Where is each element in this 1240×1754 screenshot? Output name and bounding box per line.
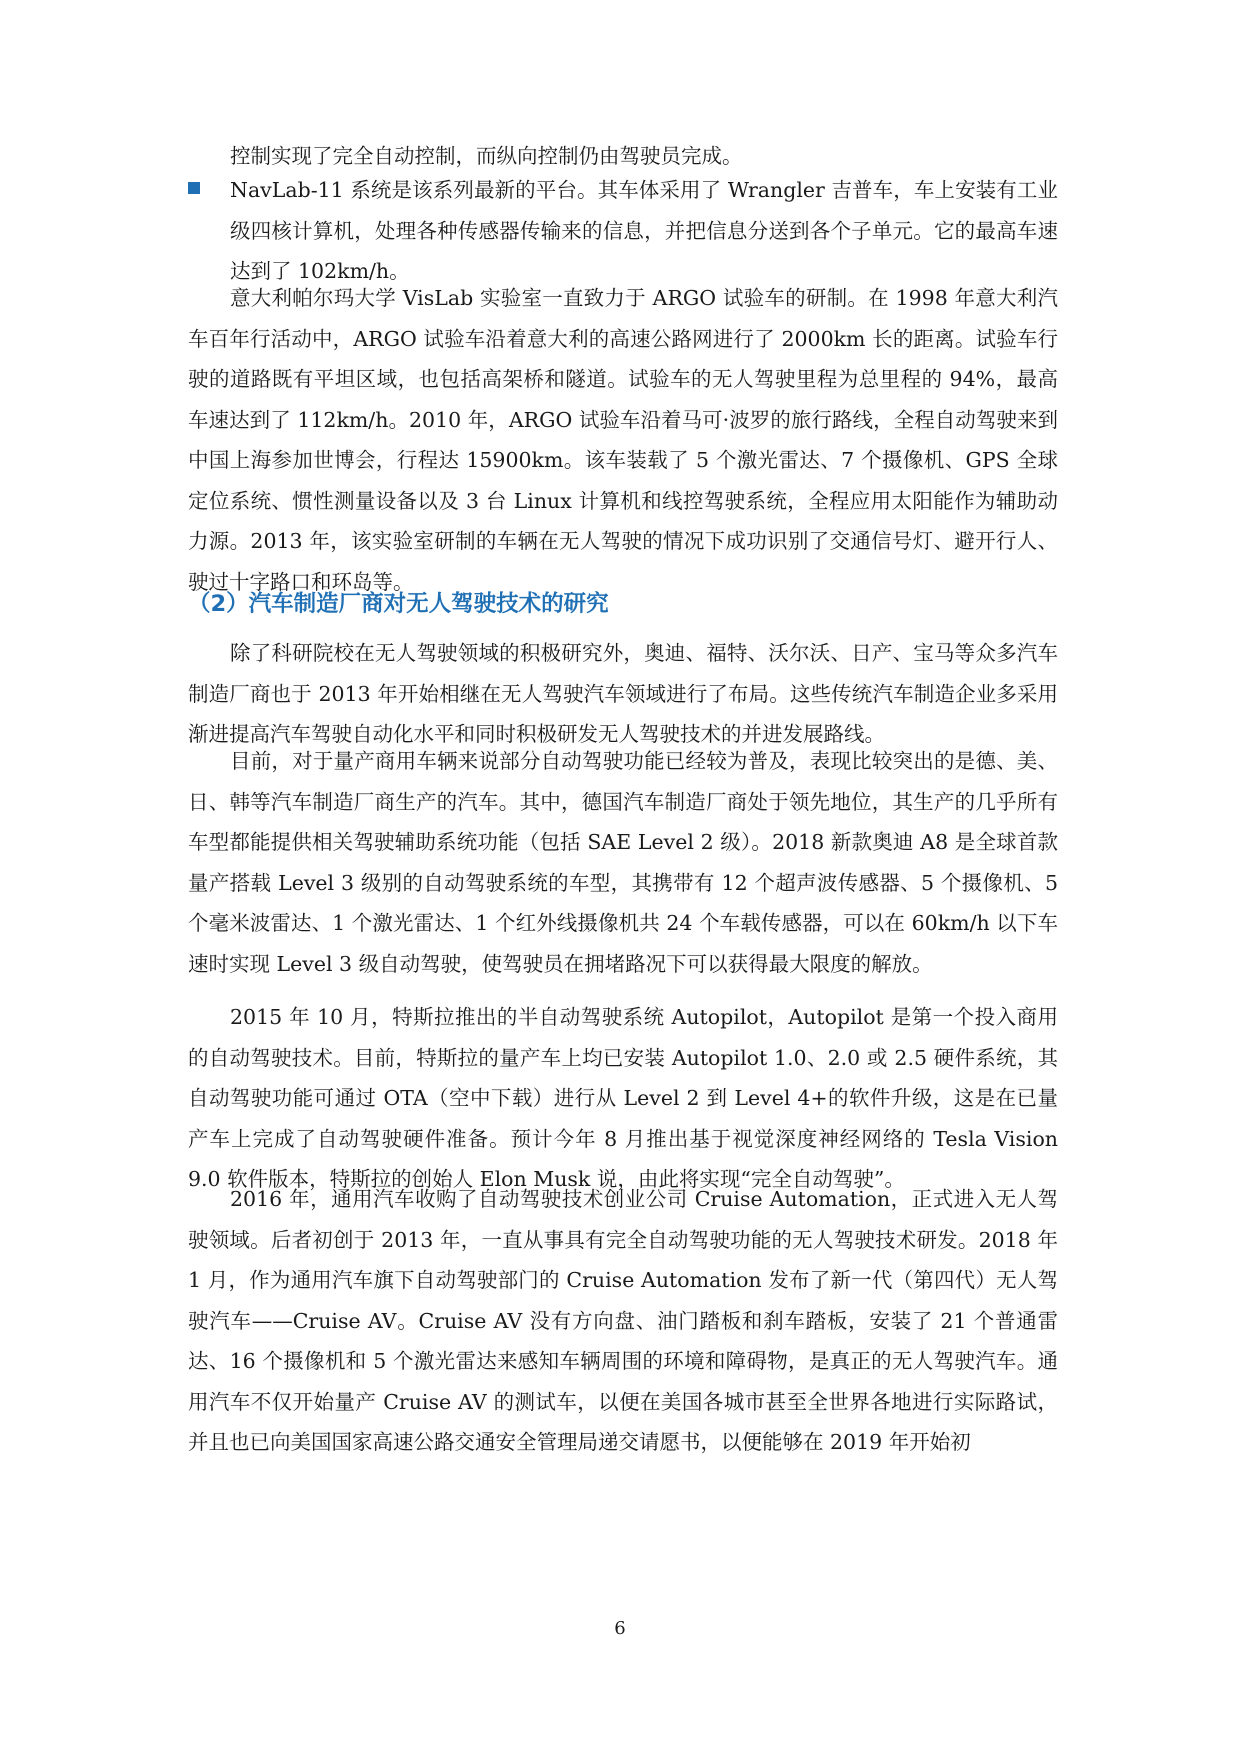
square-bullet-icon <box>188 182 200 194</box>
section-heading: （2）汽车制造厂商对无人驾驶技术的研究 <box>188 591 609 617</box>
page-number: 6 <box>614 1618 626 1639</box>
paragraph-continued: 控制实现了完全自动控制，而纵向控制仍由驾驶员完成。 <box>230 144 743 168</box>
paragraph-manufacturers: 除了科研院校在无人驾驶领域的积极研究外，奥迪、福特、沃尔沃、日产、宝马等众多汽车制造厂商也于 2013 年开始相继在无人驾驶汽车领域进行了布局。这些传统汽车制造企业多采用渐进提高汽车驾驶自动化水平和同时积极研发无人驾驶技术的并进发展路线。 <box>188 641 1058 746</box>
paragraph-current-status: 目前，对于量产商用车辆来说部分自动驾驶功能已经较为普及，表现比较突出的是德、美、日、韩等汽车制造厂商生产的汽车。其中，德国汽车制造厂商处于领先地位，其生产的几乎所有车型都能提供相关驾驶辅助系统功能（包括 SAE Level 2 级）。2018 新款奥迪 A8 是全球首款量产搭载 Level 3 级别的自动驾驶系统的车型，其携带有 12 个超声波传感器、5 个摄像机、5 个毫米波雷达、1 个激光雷达、1 个红外线摄像机共 24 个车载传感器，可以在 60km/h 以下车速时实现 Level 3 级自动驾驶，使驾驶员在拥堵路况下可以获得最大限度的解放。 <box>188 749 1058 976</box>
paragraph-gm-cruise: 2016 年，通用汽车收购了自动驾驶技术创业公司 Cruise Automation，正式进入无人驾驶领域。后者初创于 2013 年，一直从事具有完全自动驾驶功能的无人驾驶技术研发。2018 年 1 月，作为通用汽车旗下自动驾驶部门的 Cruise Automation 发布了新一代（第四代）无人驾驶汽车——Cruise AV。Cruise AV 没有方向盘、油门踏板和刹车踏板，安装了 21 个普通雷达、16 个摄像机和 5 个激光雷达来感知车辆周围的环境和障碍物，是真正的无人驾驶汽车。通用汽车不仅开始量产 Cruise AV 的测试车，以便在美国各城市甚至全世界各地进行实际路试，并且也已向美国国家高速公路交通安全管理局递交请愿书，以便能够在 2019 年开始初 <box>188 1187 1058 1454</box>
paragraph-vislab: 意大利帕尔玛大学 VisLab 实验室一直致力于 ARGO 试验车的研制。在 1998 年意大利汽车百年行活动中，ARGO 试验车沿着意大利的高速公路网进行了 2000km 长的距离。试验车行驶的道路既有平坦区域，也包括高架桥和隧道。试验车的无人驾驶里程为总里程的 94%，最高车速达到了 112km/h。2010 年，ARGO 试验车沿着马可·波罗的旅行路线，全程自动驾驶来到中国上海参加世博会，行程达 15900km。该车装载了 5 个激光雷达、7 个摄像机、GPS 全球定位系统、惯性测量设备以及 3 台 Linux 计算机和线控驾驶系统，全程应用太阳能作为辅助动力源。2013 年，该实验室研制的车辆在无人驾驶的情况下成功识别了交通信号灯、避开行人、驶过十字路口和环岛等。 <box>188 286 1058 594</box>
paragraph-tesla: 2015 年 10 月，特斯拉推出的半自动驾驶系统 Autopilot，Autopilot 是第一个投入商用的自动驾驶技术。目前，特斯拉的量产车上均已安装 Autopilot 1.0、2.0 或 2.5 硬件系统，其自动驾驶功能可通过 OTA（空中下载）进行从 Level 2 到 Level 4+的软件升级，这是在已量产车上完成了自动驾驶硬件准备。预计今年 8 月推出基于视觉深度神经网络的 Tesla Vision 9.0 软件版本，特斯拉的创始人 Elon Musk 说，由此将实现“完全自动驾驶”。 <box>188 1005 1058 1191</box>
bullet-text: NavLab-11 系统是该系列最新的平台。其车体采用了 Wrangler 吉普车，车上安装有工业级四核计算机，处理各种传感器传输来的信息，并把信息分送到各个子单元。它的最高车速达到了 102km/h。 <box>230 178 1058 283</box>
